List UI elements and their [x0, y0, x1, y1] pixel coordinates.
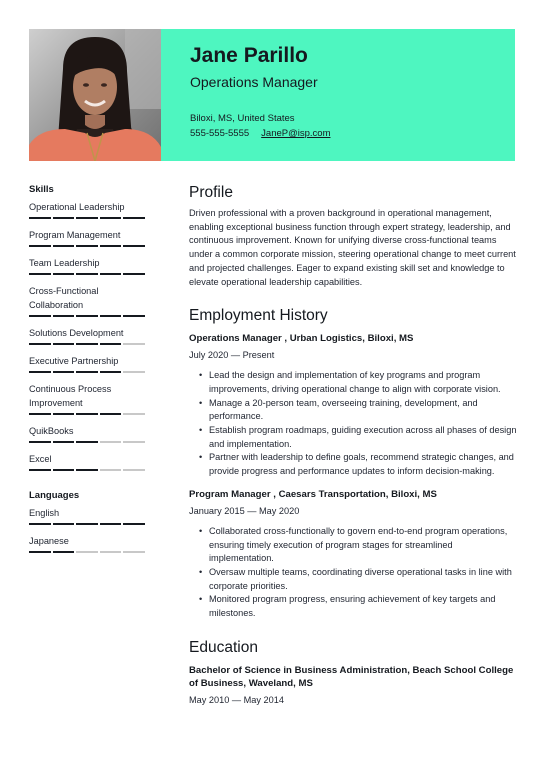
skill-level-segment [53, 551, 75, 553]
sidebar [29, 183, 145, 562]
job-bullets [189, 369, 517, 479]
education-dates: May 2010 — May 2014 [189, 694, 284, 705]
skill-level-segment [53, 315, 75, 317]
skill-level-segment [29, 441, 51, 443]
skill-level-segment [29, 245, 51, 247]
address: Biloxi, MS, United States [190, 113, 295, 124]
phone: 555-555-5555 [190, 128, 250, 139]
skill-level-segment [100, 441, 122, 443]
skill-level-bar [29, 551, 145, 553]
skill-item [29, 228, 145, 247]
skill-level-segment [100, 343, 122, 345]
skill-level-segment [29, 371, 51, 373]
skill-level-segment [29, 551, 51, 553]
skill-level-segment [76, 245, 98, 247]
skills-heading: Skills [29, 184, 54, 195]
skill-level-segment [29, 523, 51, 525]
degree: Bachelor of Science in Business Administration, Beach School College of Business, Waveland, MS [189, 664, 514, 689]
skill-level-segment [53, 441, 75, 443]
skill-item-name: Operational Leadership [29, 202, 125, 212]
skill-level-segment [76, 413, 98, 415]
skill-level-segment [29, 315, 51, 317]
skill-level-segment [53, 469, 75, 471]
job-bullets [189, 525, 517, 621]
skill-item [29, 424, 145, 443]
skill-item-name: Continuous Process Improvement [29, 384, 112, 408]
education-section [189, 637, 517, 707]
skill-level-segment [53, 413, 75, 415]
job-title: Operations Manager , Urban Logistics, Biloxi, MS [189, 333, 414, 345]
skill-level-bar [29, 413, 145, 415]
profile-section [189, 182, 517, 289]
skill-level-segment [123, 315, 145, 317]
skill-level-segment [76, 273, 98, 275]
skill-level-segment [123, 245, 145, 247]
skill-level-segment [76, 217, 98, 219]
job-entry [189, 332, 517, 479]
resume-header [161, 29, 515, 161]
skill-level-segment [100, 315, 122, 317]
skill-level-segment [100, 217, 122, 219]
skill-level-bar [29, 245, 145, 247]
skill-level-segment [100, 371, 122, 373]
skill-level-segment [76, 523, 98, 525]
job-bullet: • Lead the design and implementation of key programs and program improvements, driving operational change to align with corporate vision. [189, 369, 517, 396]
job-bullet: • Manage a 20-person team, overseeing training, development, and performance. [189, 397, 517, 424]
profile-text: Driven professional with a proven background in operational management, enabling exceptional business function through expert strategy, leadership, and continuous improvement. Known for unifying diverse cross-functional teams under a common corporate mission, steering operational change to meet current and projected challenges. Eager to expand existing skill set and knowledge to elevate operational leadership capabilities. [189, 208, 516, 287]
job-dates: July 2020 — Present [189, 350, 275, 361]
skill-item-name: QuikBooks [29, 426, 74, 436]
skill-level-segment [123, 273, 145, 275]
skill-level-segment [29, 273, 51, 275]
skill-level-bar [29, 273, 145, 275]
skill-level-segment [29, 343, 51, 345]
skill-level-segment [100, 413, 122, 415]
skills-list [29, 200, 145, 471]
skill-level-segment [100, 469, 122, 471]
skill-level-bar [29, 217, 145, 219]
skill-item [29, 382, 145, 415]
job-dates: January 2015 — May 2020 [189, 505, 300, 516]
skill-level-segment [29, 217, 51, 219]
job-entry [189, 488, 517, 621]
skill-item [29, 326, 145, 345]
language-item-name: Japanese [29, 536, 69, 546]
language-item [29, 534, 145, 553]
candidate-title: Operations Manager [190, 74, 318, 90]
candidate-name: Jane Parillo [190, 44, 308, 67]
skill-level-segment [123, 441, 145, 443]
profile-photo [29, 29, 161, 161]
skill-level-segment [76, 315, 98, 317]
skill-item-name: Program Management [29, 230, 121, 240]
skill-level-segment [123, 413, 145, 415]
language-item-name: English [29, 508, 60, 518]
skill-level-segment [100, 523, 122, 525]
skill-item [29, 452, 145, 471]
languages-section [29, 489, 145, 553]
skill-level-segment [123, 469, 145, 471]
job-title: Program Manager , Caesars Transportation, Biloxi, MS [189, 488, 437, 500]
education-heading: Education [189, 638, 258, 656]
skill-level-segment [76, 441, 98, 443]
jobs-list [189, 332, 517, 621]
skill-level-segment [123, 371, 145, 373]
job-bullet: • Oversaw multiple teams, coordinating diverse operational tasks in line with corporate priorities. [189, 566, 517, 593]
skill-level-segment [123, 217, 145, 219]
skill-level-bar [29, 441, 145, 443]
skill-level-bar [29, 523, 145, 525]
skill-level-segment [29, 413, 51, 415]
job-bullet: • Establish program roadmaps, guiding execution across all phases of design and implementation. [189, 424, 517, 451]
job-bullet: • Partner with leadership to define goals, recommend strategic changes, and provide progress and performance updates to inform decision-making. [189, 451, 517, 478]
skill-level-segment [100, 273, 122, 275]
skill-item-name: Team Leadership [29, 258, 100, 268]
skill-level-segment [123, 523, 145, 525]
skill-level-segment [76, 371, 98, 373]
profile-heading: Profile [189, 184, 233, 201]
skill-level-segment [53, 523, 75, 525]
skill-level-bar [29, 469, 145, 471]
main-content [189, 182, 517, 723]
skill-item-name: Excel [29, 454, 52, 464]
contact-line [190, 127, 515, 140]
skill-item-name: Solutions Development [29, 328, 124, 338]
employment-section [189, 305, 517, 621]
skill-level-segment [100, 245, 122, 247]
skill-level-bar [29, 371, 145, 373]
skill-level-segment [100, 551, 122, 553]
skill-level-segment [53, 371, 75, 373]
skill-item [29, 354, 145, 373]
skill-level-bar [29, 343, 145, 345]
skill-level-bar [29, 315, 145, 317]
languages-list [29, 506, 145, 553]
skill-item [29, 284, 145, 317]
skill-level-segment [123, 551, 145, 553]
skill-level-segment [53, 245, 75, 247]
profile-photo-image [29, 29, 161, 161]
skill-item [29, 200, 145, 219]
job-bullet: • Monitored program progress, ensuring achievement of key targets and milestones. [189, 593, 517, 620]
email-link[interactable]: JaneP@isp.com [261, 128, 331, 139]
skill-item-name: Executive Partnership [29, 356, 119, 366]
skill-level-segment [53, 217, 75, 219]
employment-heading: Employment History [189, 307, 328, 325]
skill-level-segment [53, 343, 75, 345]
language-item [29, 506, 145, 525]
skill-level-segment [123, 343, 145, 345]
skill-level-segment [76, 469, 98, 471]
skill-level-segment [53, 273, 75, 275]
skill-level-segment [76, 343, 98, 345]
languages-heading: Languages [29, 490, 80, 501]
skill-level-segment [76, 551, 98, 553]
job-bullet: • Collaborated cross-functionally to govern end-to-end program operations, ensuring timely execution of program stages for streamlined implementation. [189, 525, 517, 566]
skill-level-segment [29, 469, 51, 471]
skill-item-name: Cross-Functional Collaboration [29, 286, 99, 310]
skill-item [29, 256, 145, 275]
